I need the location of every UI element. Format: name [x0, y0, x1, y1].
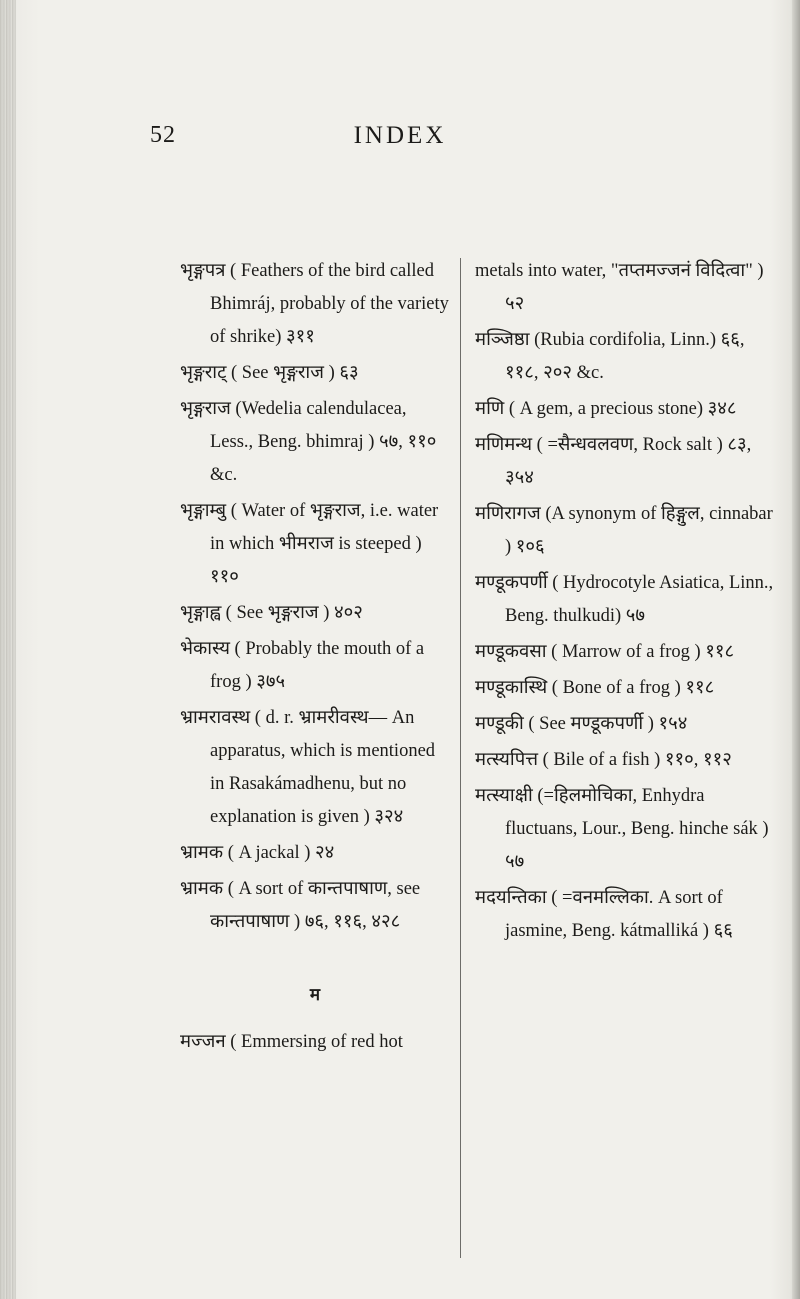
index-entry: भ्रामरावस्थ ( d. r. भ्रामरीवस्थ— An apparatus, which is mentioned in Rasakámadhenu, but no explanation is given ) ३२४	[180, 708, 436, 827]
index-entry: मदयन्तिका ( =वनमल्लिका. A sort of jasmine, Beng. kátmalliká ) ६६	[475, 888, 733, 941]
column-divider	[460, 258, 461, 1258]
index-entry: भृङ्गराज (Wedelia calendulacea, Less., Beng. bhimraj ) ५७, ११० &c.	[180, 399, 437, 485]
index-entry: भेकास्य ( Probably the mouth of a frog ) ३७५	[180, 639, 425, 692]
index-entry: भृङ्गपत्र ( Feathers of the bird called Bhimráj, probably of the variety of shrike) ३११	[180, 261, 449, 347]
page-right-edge	[792, 0, 800, 1299]
section-letter: म	[309, 985, 321, 1005]
index-entry: मज्जन ( Emmersing of red hot	[180, 1032, 403, 1052]
index-entry: मण्डूकपर्णी ( Hydrocotyle Asiatica, Linn., Beng. thulkudi) ५७	[475, 573, 774, 626]
index-entry: भृङ्गाह्व ( See भृङ्गराज ) ४०२	[180, 603, 363, 623]
index-entry: मणिमन्थ ( =सैन्धवलवण, Rock salt ) ८३, ३५४	[475, 435, 752, 488]
index-entry: मञ्जिष्ठा (Rubia cordifolia, Linn.) ६६, ११८, २०२ &c.	[475, 330, 745, 383]
index-entry: मण्डूकी ( See मण्डूकपर्णी ) १५४	[475, 714, 688, 734]
index-entry: मत्स्याक्षी (=हिलमोचिका, Enhydra fluctuans, Lour., Beng. hinche sák ) ५७	[475, 786, 769, 872]
book-binding-edge	[0, 0, 16, 1299]
index-entry: भ्रामक ( A jackal ) २४	[180, 843, 335, 863]
left-column	[180, 255, 450, 1062]
index-entry: मण्डूकवसा ( Marrow of a frog ) ११८	[475, 642, 735, 662]
index-entry: मण्डूकास्थि ( Bone of a frog ) ११८	[475, 678, 715, 698]
index-entry: मणि ( A gem, a precious stone) ३४८	[475, 399, 737, 419]
index-entry: भृङ्गाम्बु ( Water of भृङ्गराज, i.e. water in which भीमराज is steeped ) ११०	[180, 501, 439, 587]
index-entry: भृङ्गराट् ( See भृङ्गराज ) ६३	[180, 363, 359, 383]
running-title: INDEX	[353, 122, 447, 149]
page-number: 52	[150, 122, 176, 148]
index-entry: metals into water, "तप्तमज्जनं विदित्वा" ) ५२	[475, 261, 764, 314]
index-entry: मणिरागज (A synonym of हिङ्गुल, cinnabar ) १०६	[475, 504, 773, 557]
page-header	[0, 122, 800, 162]
index-entry: मत्स्यपित्त ( Bile of a fish ) ११०, ११२	[475, 750, 732, 770]
index-entry: भ्रामक ( A sort of कान्तपाषाण, see कान्तपाषाण ) ७६, ११६, ४२८	[180, 879, 421, 932]
right-column	[475, 255, 775, 951]
